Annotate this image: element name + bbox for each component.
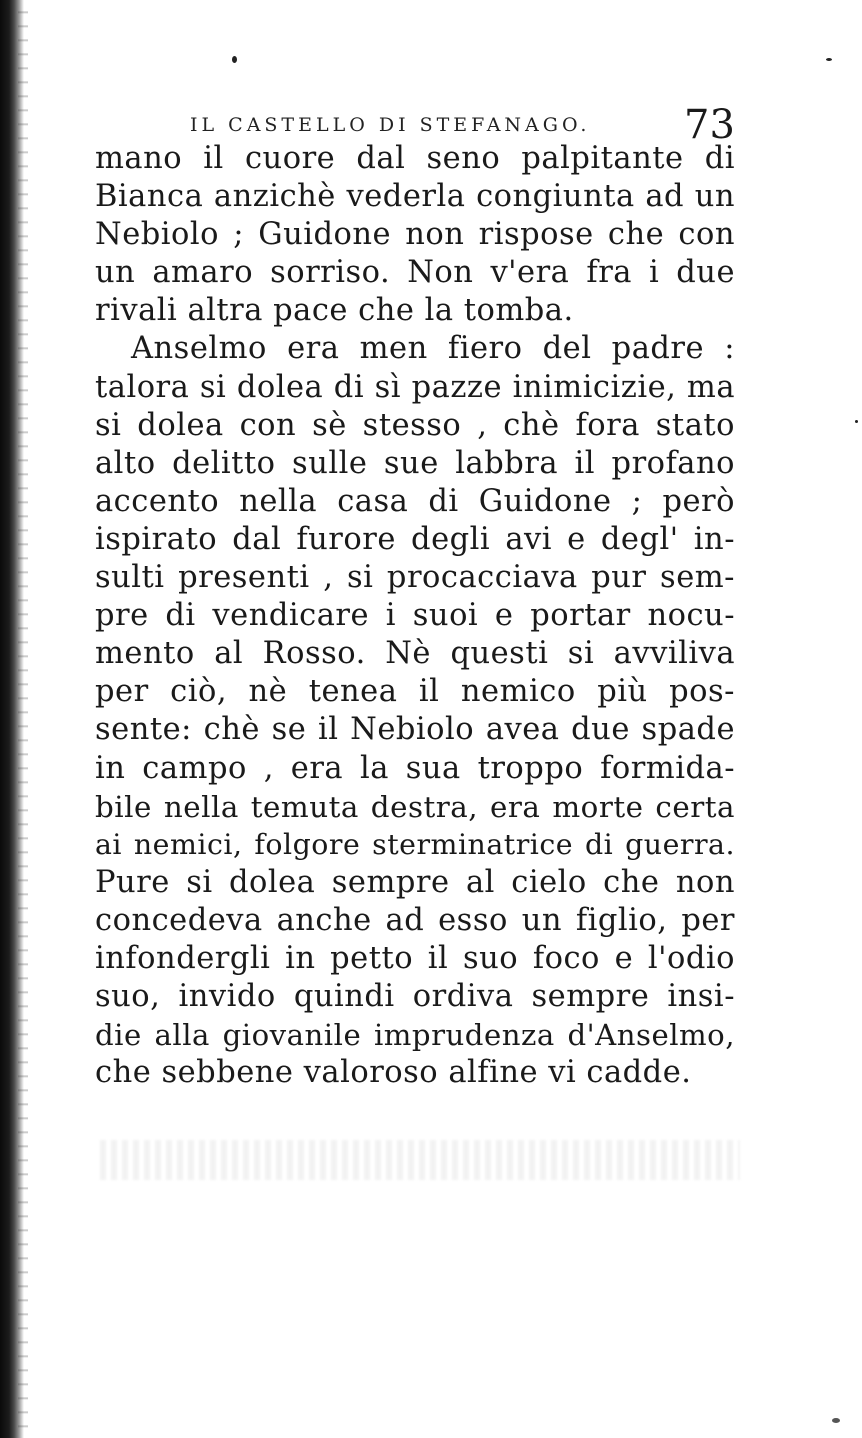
text-line: rivali altra pace che la tomba. [95,293,574,329]
ink-speck [855,420,858,423]
page-number: 73 [684,102,735,148]
ink-speck [832,1418,840,1423]
text-line: Bianca anzichè vederla congiunta ad un [95,179,735,215]
paragraph [95,140,735,330]
text-line: suo, invido quindi ordiva sempre insi- [95,979,735,1015]
text-line: accento nella casa di Guidone ; però [95,483,735,519]
text-line: per ciò, nè tenea il nemico più pos- [95,674,735,710]
binding-texture [18,0,28,1438]
text-line: concedeva anche ad esso un figlio, per [95,902,735,938]
text-line: si dolea con sè stesso , chè fora stato [95,407,735,443]
text-line: Pure si dolea sempre al cielo che non [95,864,735,900]
text-line: sulti presenti , si procacciava pur sem- [95,560,735,596]
body-text [95,140,735,1092]
text-line: Nebiolo ; Guidone non rispose che con [95,217,735,253]
text-line: bile nella temuta destra, era morte certa [95,789,735,824]
text-line: in campo , era la sua troppo formida- [95,750,735,786]
paragraph [95,330,735,1092]
text-line: sente: chè se il Nebiolo avea due spade [95,712,735,748]
text-line: infondergli in petto il suo foco e l'odio [95,940,735,976]
text-line: ai nemici, folgore sterminatrice di guerra. [95,827,735,861]
text-line: pre di vendicare i suoi e portar nocu- [95,598,735,634]
text-line: talora si dolea di sì pazze inimicizie, ma [95,369,735,405]
text-line: che sebbene valoroso alfine vi cadde. [95,1055,692,1091]
text-line: mento al Rosso. Nè questi si avviliva [95,636,735,672]
text-line: un amaro sorriso. Non v'era fra i due [95,255,735,291]
text-line: ispirato dal furore degli avi e degl' in- [95,521,735,557]
ink-speck [232,56,237,63]
text-line: mano il cuore dal seno palpitante di [95,141,735,176]
running-head-title: IL CASTELLO DI STEFANAGO. [190,114,591,136]
show-through-bleed [100,1140,740,1180]
text-line: die alla giovanile imprudenza d'Anselmo, [95,1018,735,1053]
ink-speck [826,58,832,61]
text-line: alto delitto sulle sue labbra il profano [95,445,735,481]
text-line: Anselmo era men fiero del padre : [131,331,735,367]
